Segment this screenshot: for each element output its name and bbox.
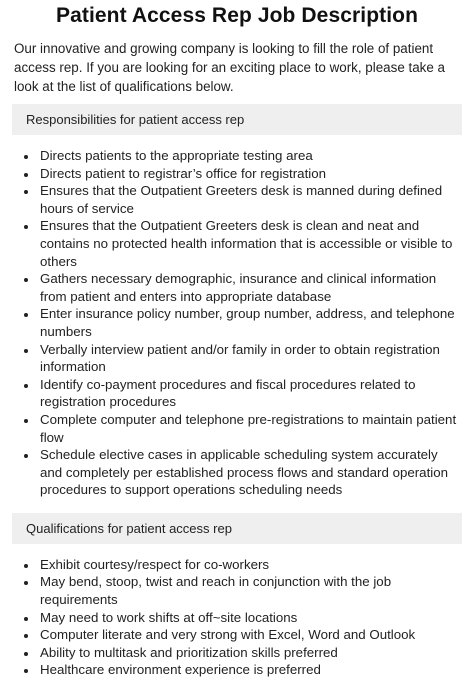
- responsibilities-section: [12, 104, 462, 499]
- intro-paragraph: Our innovative and growing company is looking to fill the role of patient access rep. If you are looking for an exciting place to work, please take a look at the list of qualifications below.: [14, 41, 445, 94]
- list-item: • Ensures that the Outpatient Greeters desk is clean and neat and contains no protected health information that is accessible or visible to others: [38, 217, 462, 270]
- list-item: • Enter insurance policy number, group number, address, and telephone numbers: [38, 305, 462, 340]
- qualifications-section: [12, 513, 462, 679]
- list-item: • Verbally interview patient and/or family in order to obtain registration information: [38, 341, 462, 376]
- list-item: • Healthcare environment experience is preferred: [38, 661, 462, 679]
- section-header-qualifications: Qualifications for patient access rep: [12, 513, 462, 544]
- list-item: • Identify co-payment procedures and fiscal procedures related to registration procedures: [38, 376, 462, 411]
- responsibilities-list: [12, 147, 462, 499]
- list-item: • May need to work shifts at off~site locations: [38, 609, 462, 627]
- list-item: • Ability to multitask and prioritization skills preferred: [38, 644, 462, 662]
- list-item: • Directs patient to registrar’s office for registration: [38, 165, 462, 183]
- list-item: • Ensures that the Outpatient Greeters desk is manned during defined hours of service: [38, 182, 462, 217]
- list-item: • Gathers necessary demographic, insurance and clinical information from patient and enters into appropriate database: [38, 270, 462, 305]
- page-title: Patient Access Rep Job Description: [55, 4, 419, 27]
- list-item: • Directs patients to the appropriate testing area: [38, 147, 462, 165]
- list-item: • Computer literate and very strong with Excel, Word and Outlook: [38, 626, 462, 644]
- list-item: • Complete computer and telephone pre-registrations to maintain patient flow: [38, 411, 462, 446]
- section-header-responsibilities: Responsibilities for patient access rep: [12, 104, 462, 135]
- job-description-page: [0, 4, 474, 679]
- list-item: • Exhibit courtesy/respect for co-workers: [38, 556, 462, 574]
- qualifications-list: [12, 556, 462, 679]
- list-item: • Schedule elective cases in applicable scheduling system accurately and completely per established process flows and standard operation procedures to support operations scheduling needs: [38, 446, 462, 499]
- list-item: • May bend, stoop, twist and reach in conjunction with the job requirements: [38, 573, 462, 608]
